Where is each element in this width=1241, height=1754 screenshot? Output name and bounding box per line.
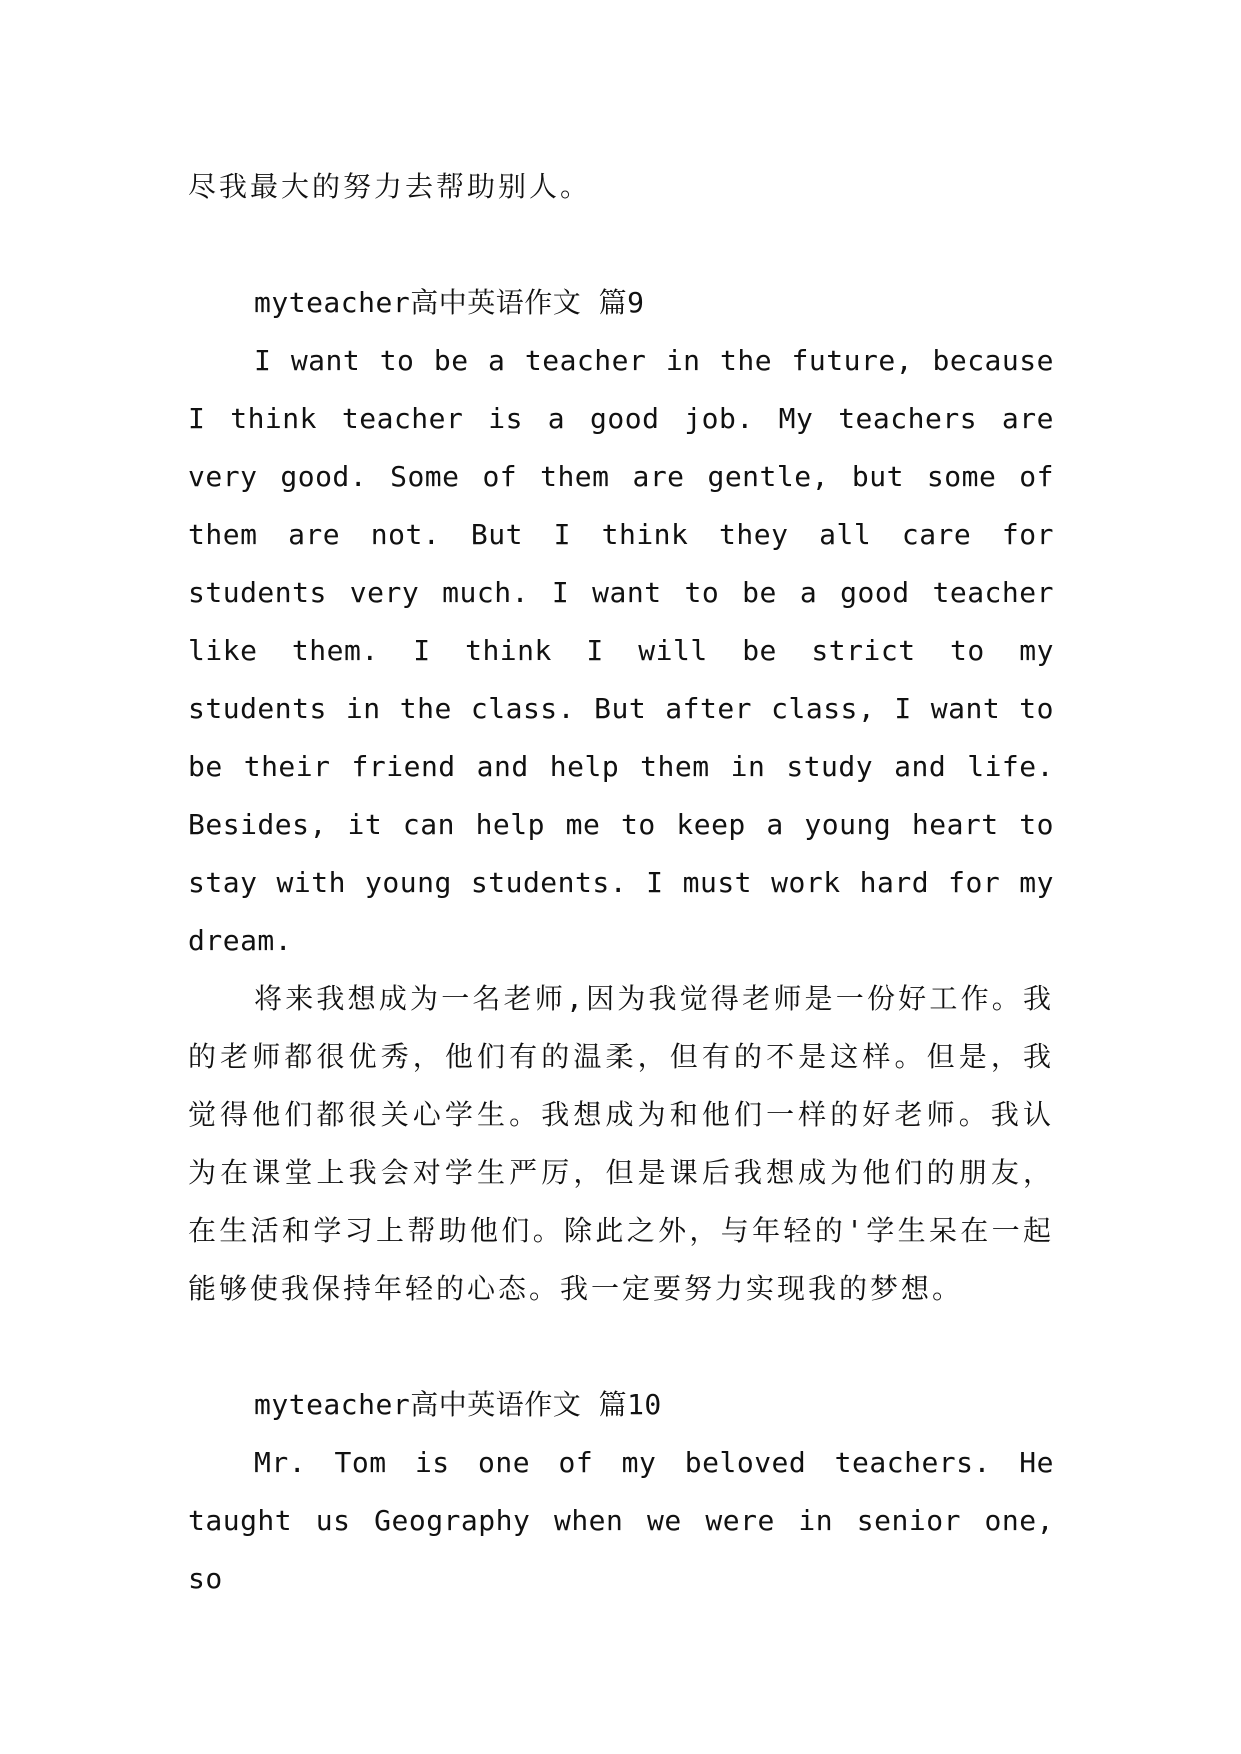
document-body (188, 158, 1054, 1608)
section-10-english-paragraph: Mr. Tom is one of my beloved teachers. He taught us Geography when we were in senior one, so (188, 1446, 1054, 1595)
intro-line: 尽我最大的努力去帮助别人。 (188, 170, 592, 203)
section-10-heading: myteacher高中英语作文 篇10 (254, 1388, 662, 1421)
section-9-english-paragraph: I want to be a teacher in the future, because I think teacher is a good job. My teachers are very good. Some of them are gentle, but some of them are not. But I think they all care for students very much. I want to be a good teacher like them. I think I will be strict to my students in the class. But after class, I want to be their friend and help them in study and life. Besides, it can help me to keep a young heart to stay with young students. I must work hard for my dream. (188, 344, 1054, 957)
section-gap (188, 216, 1054, 274)
section-9-heading: myteacher高中英语作文 篇9 (254, 286, 645, 319)
section-gap (188, 1318, 1054, 1376)
section-9-chinese-paragraph: 将来我想成为一名老师,因为我觉得老师是一份好工作。我的老师都很优秀，他们有的温柔，但有的不是这样。但是，我觉得他们都很关心学生。我想成为和他们一样的好老师。我认为在课堂上我会对学生严厉，但是课后我想成为他们的朋友，在生活和学习上帮助他们。除此之外，与年轻的'学生呆在一起能够使我保持年轻的心态。我一定要努力实现我的梦想。 (188, 982, 1054, 1305)
